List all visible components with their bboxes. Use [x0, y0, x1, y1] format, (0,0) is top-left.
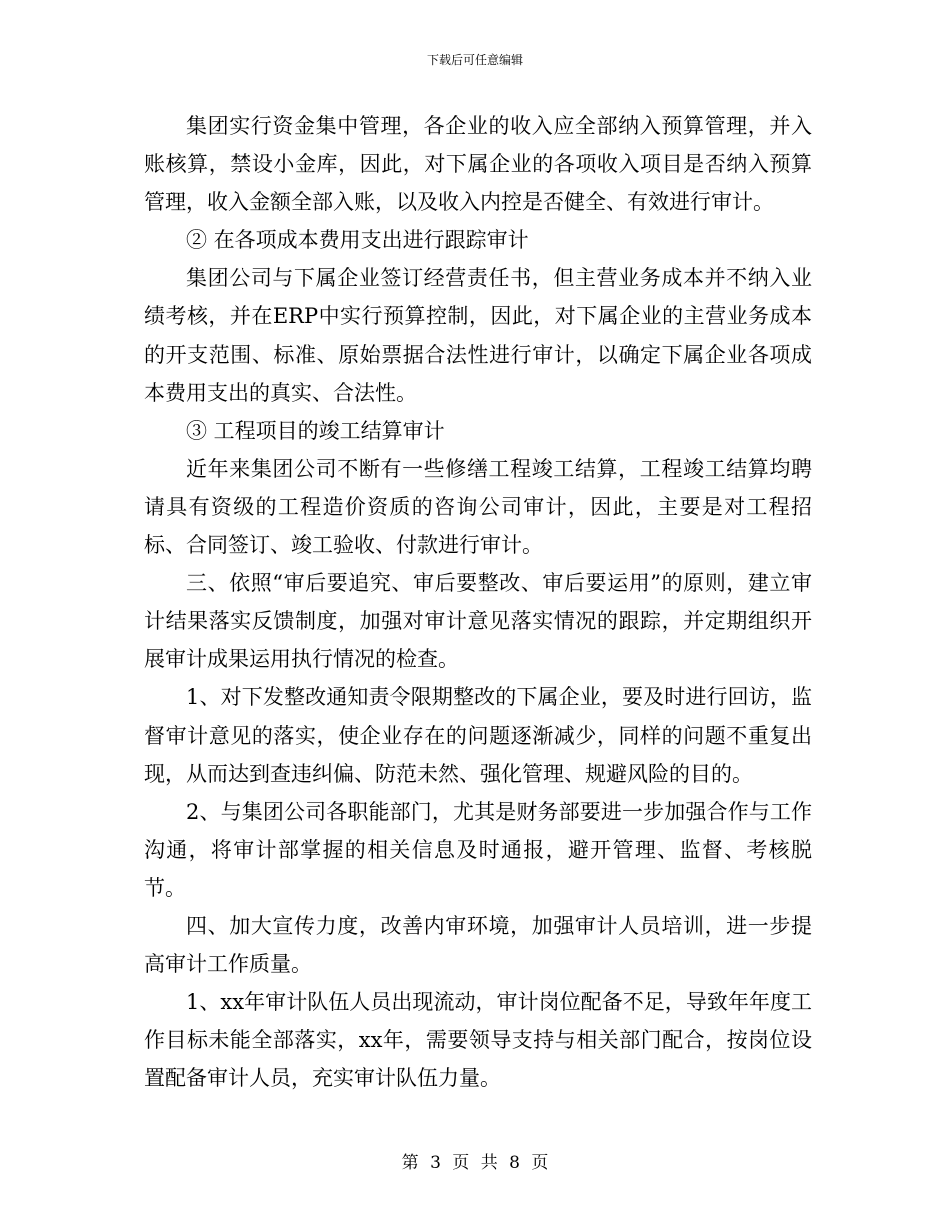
section-heading: ③ 工程项目的竣工结算审计 [186, 418, 445, 443]
paragraph: 四、加大宣传力度，改善内审环境，加强审计人员培训，进一步提高审计工作质量。 [144, 913, 812, 977]
paragraph: 近年来集团公司不断有一些修缮工程竣工结算，工程竣工结算均聘请具有资级的工程造价资质的咨询公司审计，因此，主要是对工程招标、合同签订、竣工验收、付款进行审计。 [144, 456, 812, 558]
document-body [144, 107, 812, 1097]
paragraph: 集团实行资金集中管理，各企业的收入应全部纳入预算管理，并入账核算，禁设小金库，因此，对下属企业的各项收入项目是否纳入预算管理，收入金额全部入账，以及收入内控是否健全、有效进行审计。 [144, 114, 812, 215]
paragraph: 1、对下发整改通知责令限期整改的下属企业，要及时进行回访，监督审计意见的落实，使企业存在的问题逐渐减少，同样的问题不重复出现，从而达到查违纠偏、防范未然、强化管理、规避风险的目的。 [144, 685, 812, 786]
paragraph: 三、依照“审后要追究、审后要整改、审后要运用”的原则，建立审计结果落实反馈制度，加强对审计意见落实情况的跟踪，并定期组织开展审计成果运用执行情况的检查。 [144, 571, 812, 672]
paragraph: 2、与集团公司各职能部门，尤其是财务部要进一步加强合作与工作沟通，将审计部掌握的相关信息及时通报，避开管理、监督、考核脱节。 [144, 799, 812, 900]
page-footer: 第 3 页 共 8 页 [401, 1153, 549, 1173]
paragraph: 集团公司与下属企业签订经营责任书，但主营业务成本并不纳入业绩考核，并在ERP中实行预算控制，因此，对下属企业的主营业务成本的开支范围、标准、原始票据合法性进行审计，以确定下属企业各项成本费用支出的真实、合法性。 [144, 266, 812, 405]
section-heading: ② 在各项成本费用支出进行跟踪审计 [186, 228, 529, 253]
paragraph: 1、xx年审计队伍人员出现流动，审计岗位配备不足，导致年年度工作目标未能全部落实，xx年，需要领导支持与相关部门配合，按岗位设置配备审计人员，充实审计队伍力量。 [144, 990, 812, 1091]
page-header: 下载后可任意编辑 [426, 53, 523, 67]
